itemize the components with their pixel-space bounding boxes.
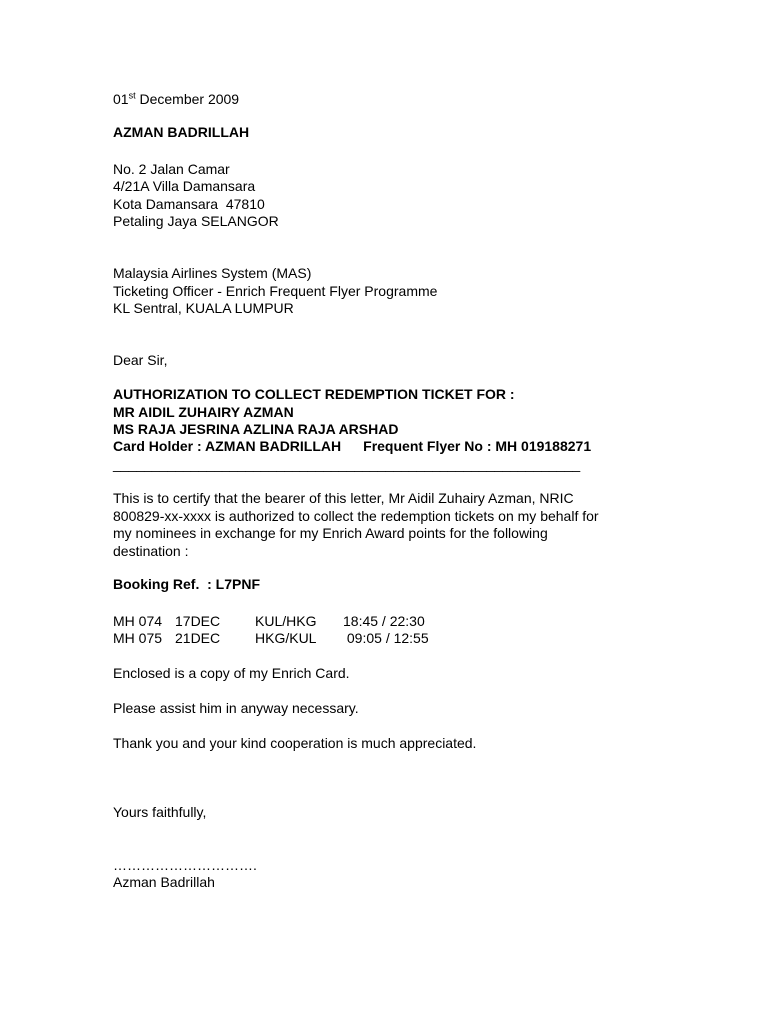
sender-address-line: 4/21A Villa Damansara — [113, 178, 256, 194]
subject-line: AUTHORIZATION TO COLLECT REDEMPTION TICKET FOR : — [113, 386, 515, 402]
date-day: 01 — [113, 91, 129, 107]
flight-route: HKG/KUL — [255, 630, 317, 646]
flight-number: MH 075 — [113, 630, 163, 646]
flight-row — [113, 613, 425, 630]
booking-ref: Booking Ref. : L7PNF — [113, 576, 260, 592]
subject-line: MS RAJA JESRINA AZLINA RAJA ARSHAD — [113, 421, 399, 437]
flight-row — [113, 630, 429, 647]
flight-date: 21DEC — [175, 630, 221, 646]
subject-line: MR AIDIL ZUHAIRY AZMAN — [113, 404, 294, 420]
sender-name: AZMAN BADRILLAH — [113, 124, 250, 140]
sender-address-line: Kota Damansara 47810 — [113, 196, 265, 212]
flight-time: 09:05 / 12:55 — [343, 630, 429, 646]
valediction: Yours faithfully, — [113, 804, 207, 820]
assist-note: Please assist him in anyway necessary. — [113, 700, 359, 716]
date-rest: December 2009 — [135, 91, 240, 107]
sender-address-line: Petaling Jaya SELANGOR — [113, 213, 279, 229]
recipient-line: Ticketing Officer - Enrich Frequent Flyer Programme — [113, 283, 438, 299]
date-suffix: st — [128, 90, 136, 101]
flight-date: 17DEC — [175, 613, 221, 629]
sender-address-line: No. 2 Jalan Camar — [113, 161, 230, 177]
body-paragraph-line: destination : — [113, 543, 189, 559]
thanks-note: Thank you and your kind cooperation is much appreciated. — [113, 735, 477, 751]
body-paragraph-line: 800829-xx-xxxx is authorized to collect the redemption tickets on my behalf for — [113, 508, 599, 524]
letter-date — [113, 91, 239, 108]
flight-route: KUL/HKG — [255, 613, 317, 629]
card-holder-line — [113, 438, 591, 455]
body-paragraph-line: This is to certify that the bearer of this letter, Mr Aidil Zuhairy Azman, NRIC — [113, 490, 574, 506]
card-holder: Card Holder : AZMAN BADRILLAH — [113, 438, 342, 454]
flight-time: 18:45 / 22:30 — [343, 613, 425, 629]
frequent-flyer-no: Frequent Flyer No : MH 019188271 — [363, 438, 592, 454]
enclosed-note: Enclosed is a copy of my Enrich Card. — [113, 665, 350, 681]
horizontal-rule: ____________________________________________________________ — [113, 456, 581, 472]
salutation: Dear Sir, — [113, 352, 168, 368]
flight-number: MH 074 — [113, 613, 163, 629]
signature-dots: …………………………. — [113, 857, 257, 873]
recipient-line: Malaysia Airlines System (MAS) — [113, 265, 312, 281]
body-paragraph-line: my nominees in exchange for my Enrich Award points for the following — [113, 525, 548, 541]
recipient-line: KL Sentral, KUALA LUMPUR — [113, 300, 294, 316]
signer-name: Azman Badrillah — [113, 874, 215, 890]
